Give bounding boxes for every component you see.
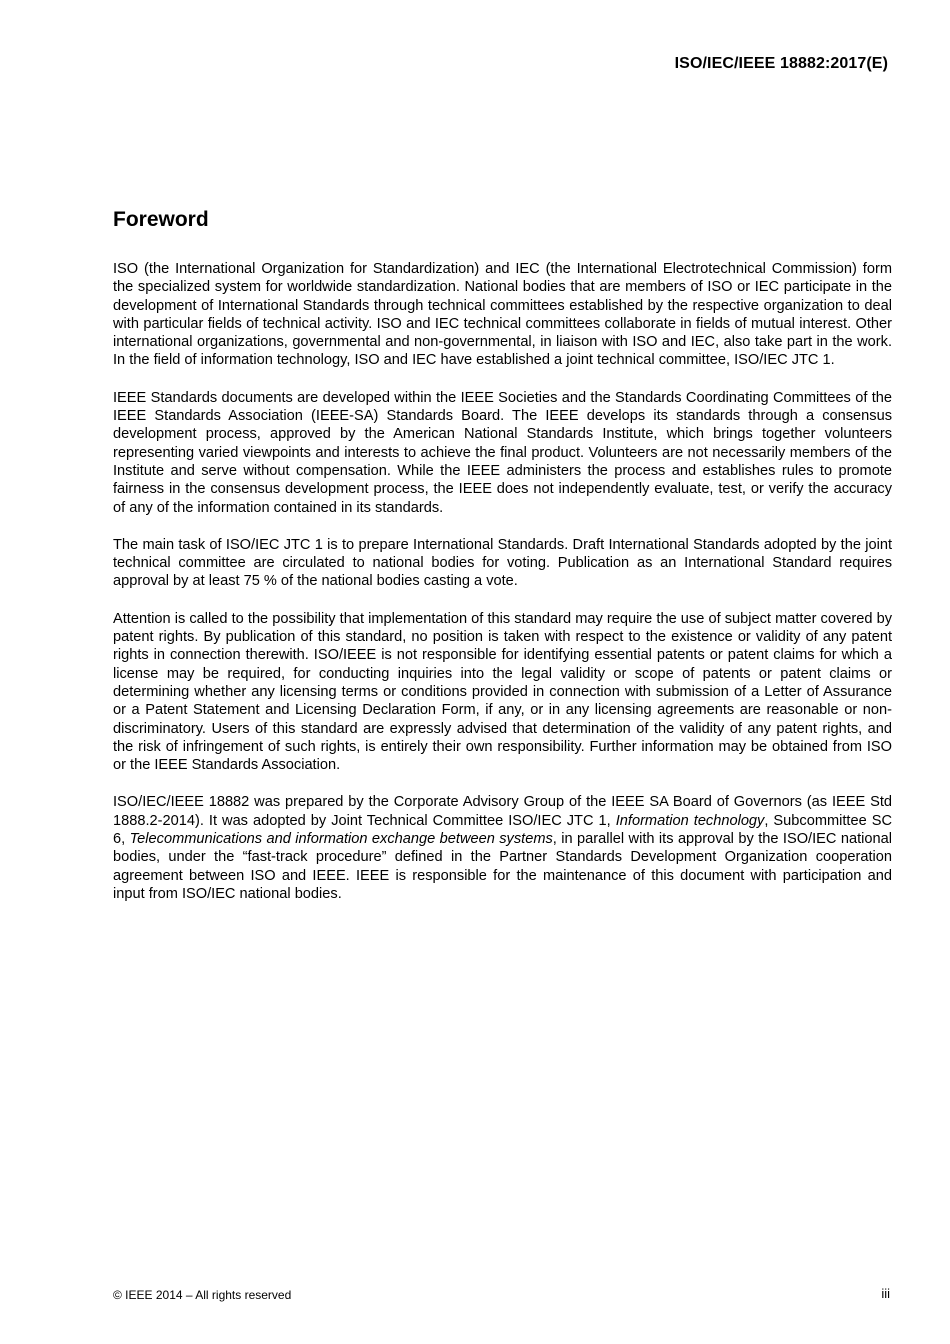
- section-title: Foreword: [113, 208, 209, 231]
- document-id-header: ISO/IEC/IEEE 18882:2017(E): [674, 55, 888, 72]
- preparation-text-3: , in parallel with its approval by the ISO/IEC national bodies, under the “fast-track procedure” defined in the Partner Standards Development Organization cooperation agreement between ISO and IEEE. IEEE is responsible for the maintenance of this document with participation and input from ISO/IEC national bodies.: [113, 831, 892, 902]
- paragraph-preparation: [113, 793, 892, 903]
- paragraph-jtc1-task: The main task of ISO/IEC JTC 1 is to prepare International Standards. Draft International Standards adopted by the joint technical committee are circulated to national bodies for voting. Publication as an International Standard requires approval by at least 75 % of the national bodies casting a vote.: [113, 536, 892, 590]
- preparation-italic-1: Information technology: [615, 812, 765, 829]
- foreword-body: [113, 260, 892, 922]
- preparation-italic-2: Telecommunications and information exchange between systems: [129, 831, 553, 848]
- copyright-notice: © IEEE 2014 – All rights reserved: [113, 1288, 292, 1302]
- paragraph-iso-iec: ISO (the International Organization for Standardization) and IEC (the International Electrotechnical Commission) form the specialized system for worldwide standardization. National bodies that are members of ISO or IEC participate in the development of International Standards through technical committees established by the respective organization to deal with particular fields of technical activity. ISO and IEC technical committees collaborate in fields of mutual interest. Other international organizations, governmental and non-governmental, in liaison with ISO and IEC, also take part in the work. In the field of information technology, ISO and IEC have established a joint technical committee, ISO/IEC JTC 1.: [113, 261, 892, 369]
- paragraph-patent-rights: Attention is called to the possibility that implementation of this standard may require the use of subject matter covered by patent rights. By publication of this standard, no position is taken with respect to the existence or validity of any patent rights in connection therewith. ISO/IEEE is not responsible for identifying essential patents or patent claims for which a license may be required, for conducting inquiries into the legal validity or scope of patents or patent claims or determining whether any licensing terms or conditions provided in connection with submission of a Letter of Assurance or a Patent Statement and Licensing Declaration Form, if any, or in any licensing agreements are reasonable or non-discriminatory. Users of this standard are expressly advised that determination of the validity of any patent rights, and the risk of infringement of such rights, is entirely their own responsibility. Further information may be obtained from ISO or the IEEE Standards Association.: [113, 610, 892, 774]
- page-number: iii: [881, 1286, 890, 1301]
- preparation-text-2: , Subcommittee SC 6,: [113, 812, 893, 848]
- preparation-text-1: ISO/IEC/IEEE 18882 was prepared by the Corporate Advisory Group of the IEEE SA Board of Governors (as IEEE Std 1888.2-2014). It was adopted by Joint Technical Committee ISO/IEC JTC 1,: [113, 794, 892, 829]
- paragraph-ieee-standards: IEEE Standards documents are developed within the IEEE Societies and the Standards Coordinating Committees of the IEEE Standards Association (IEEE-SA) Standards Board. The IEEE develops its standards through a consensus development process, approved by the American National Standards Institute, which brings together volunteers representing varied viewpoints and interests to achieve the final product. Volunteers are not necessarily members of the Institute and serve without compensation. While the IEEE administers the process and establishes rules to promote fairness in the consensus development process, the IEEE does not independently evaluate, test, or verify the accuracy of any of the information contained in its standards.: [113, 389, 892, 516]
